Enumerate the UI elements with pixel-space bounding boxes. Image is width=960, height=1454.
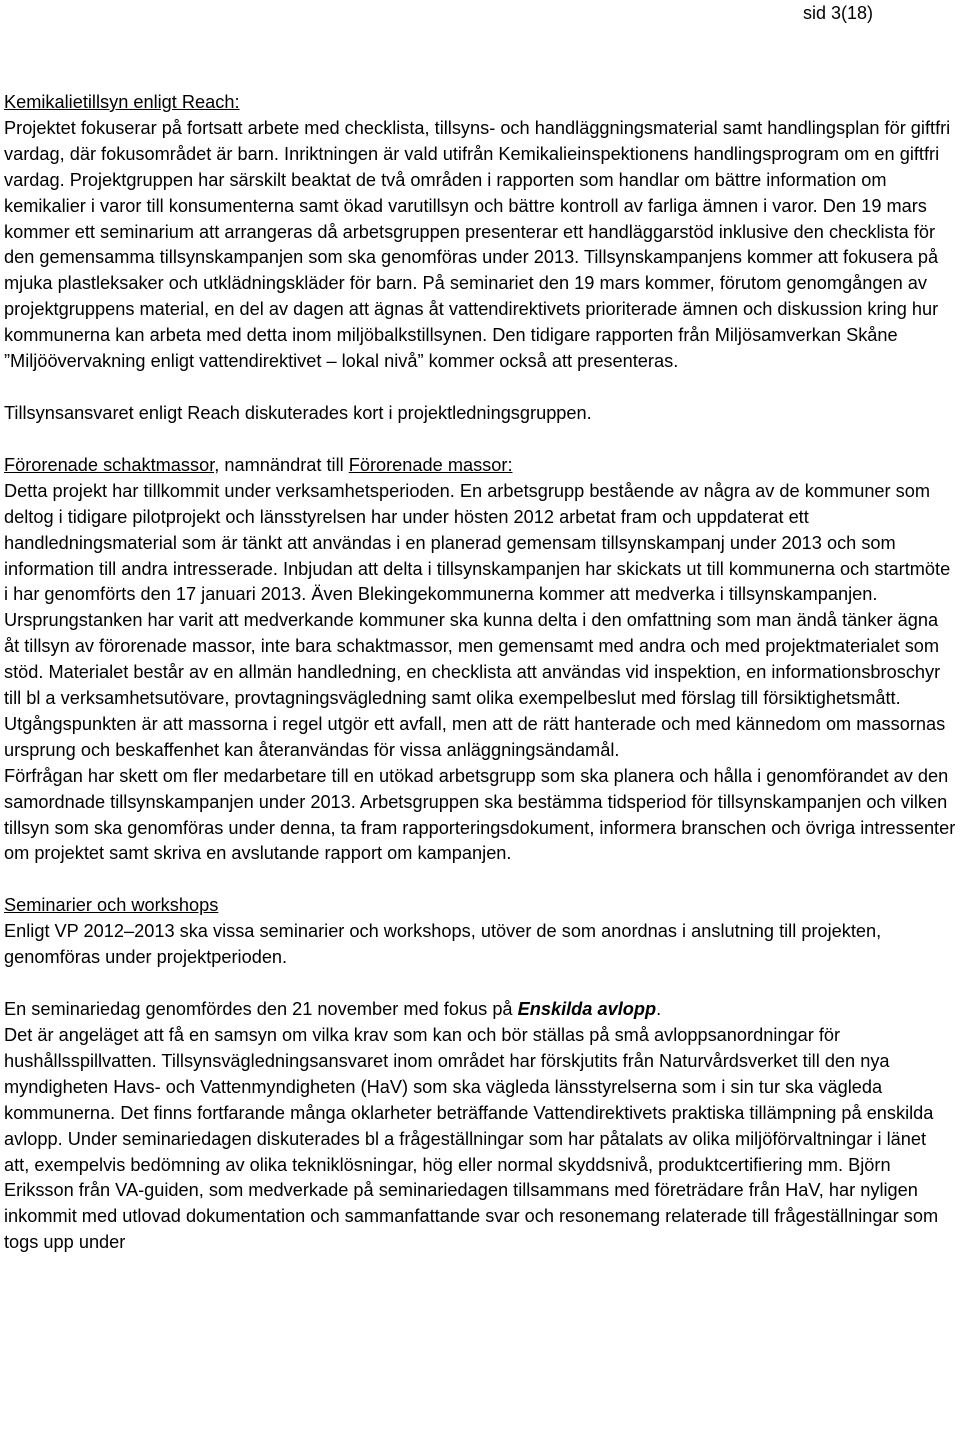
section-heading-fororenade xyxy=(4,453,956,479)
section-fororenade-massor xyxy=(4,453,956,868)
document-body xyxy=(4,90,956,1256)
paragraph-text: . xyxy=(656,999,662,1020)
heading-part-connector: namnändrat till xyxy=(219,454,349,475)
paragraph: Tillsynsansvaret enligt Reach diskuterades kort i projektledningsgruppen. xyxy=(4,402,592,423)
paragraph: Ursprungstanken har varit att medverkande kommuner ska kunna delta i den omfattning som man ändå tänker ägna åt tillsyn av förorenade massor, inte bara schaktmassor, men gemensamt med andra och med projektmaterialet som stöd. Materialet består av en allmän handledning, en checklista att användas vid inspektion, en informationsbroschyr till bl a verksamhetsutövare, provtagningsvägledning samt olika exempelbeslut med förslag till försiktighetsmått. xyxy=(4,610,941,709)
heading-part-new-name: Förorenade massor: xyxy=(348,454,513,475)
paragraph: Enligt VP 2012–2013 ska vissa seminarier och workshops, utöver de som anordnas i anslutning till projekten, genomföras under projektperioden. xyxy=(4,921,882,968)
paragraph-spacer xyxy=(4,971,956,997)
section-heading-reach: Kemikalietillsyn enligt Reach: xyxy=(4,92,240,112)
paragraph-spacer xyxy=(4,375,956,401)
section-heading-seminarier: Seminarier och workshops xyxy=(4,895,219,916)
section-reach xyxy=(4,90,956,427)
section-spacer xyxy=(4,867,956,893)
section-seminarier xyxy=(4,893,956,1256)
section-spacer xyxy=(4,427,956,453)
paragraph: Det är angeläget att få en samsyn om vilka krav som kan och bör ställas på små avloppsanordningar för hushållsspillvatten. Tillsynsvägledningsansvaret inom området har förskjutits från Naturvårdsverket till den nya myndigheten Havs- och Vattenmyndigheten (HaV) som ska vägleda länsstyrelserna som i sin tur ska vägleda kommunerna. Det finns fortfarande många oklarheter beträffande Vattendirektivets praktiska tillämpning på enskilda avlopp. Under seminariedagen diskuterades bl a frågeställningar som har påtalats av olika miljöförvaltningar i länet att, exempelvis bedömning av olika tekniklösningar, hög eller normal skyddsnivå, produktcertifiering mm. Björn Eriksson från VA-guiden, som medverkade på seminariedagen tillsammans med företrädare från HaV, har nyligen inkommit med utlovad dokumentation och sammanfattande svar och resonemang relaterade till frågeställningar som togs upp under xyxy=(4,1025,939,1253)
heading-part-old-name: Förorenade schaktmassor, xyxy=(4,454,220,475)
page-number: sid 3(18) xyxy=(802,3,873,23)
paragraph: Detta projekt har tillkommit under verksamhetsperioden. En arbetsgrupp bestående av några av de kommuner som deltog i tidigare pilotprojekt och länsstyrelsen har under hösten 2012 arbetat fram och uppdaterat ett handledningsmaterial som är tänkt att användas i en planerad gemensam tillsynskampanj under 2013 och som information till andra intresserade. Inbjudan att delta i tillsynskampanjen har skickats ut till kommunerna och startmöte i har genomförts den 17 januari 2013. Även Blekingekommunerna kommer att medverka i tillsynskampanjen. xyxy=(4,480,951,605)
paragraph: Projektet fokuserar på fortsatt arbete med checklista, tillsyns- och handläggningsmaterial samt handlingsplan för giftfri vardag, där fokusområdet är barn. Inriktningen är vald utifrån Kemikalieinspektionens handlingsprogram om en giftfri vardag. Projektgruppen har särskilt beaktat de två områden i rapporten som handlar om bättre information om kemikalier i varor till konsumenterna samt ökad varutillsyn och bättre kontroll av farliga ämnen i varor. Den 19 mars kommer ett seminarium att arrangeras då arbetsgruppen presenterar ett handläggarstöd inklusive den checklista för den gemensamma tillsynskampanjen som ska genomföras under 2013. Tillsynskampanjens kommer att fokusera på mjuka plastleksaker och utklädningskläder för barn. På seminariet den 19 mars kommer, förutom genomgången av projektgruppens material, en del av dagen att ägnas åt vattendirektivets prioriterade ämnen och diskussion kring hur kommunerna kan arbeta med detta inom miljöbalkstillsynen. Den tidigare rapporten från Miljösamverkan Skåne ”Miljöövervakning enligt vattendirektivet – lokal nivå” kommer också att presenteras. xyxy=(4,117,951,372)
emphasized-topic: Enskilda avlopp xyxy=(517,999,657,1020)
paragraph: Förfrågan har skett om fler medarbetare till en utökad arbetsgrupp som ska planera och hålla i genomförandet av den samordnade tillsynskampanjen under 2013. Arbetsgruppen ska bestämma tidsperiod för tillsynskampanjen och vilken tillsyn som ska genomföras under denna, ta fram rapporteringsdokument, informera branschen och övriga intressenter om projektet samt skriva en avslutande rapport om kampanjen. xyxy=(4,765,956,864)
paragraph: Utgångspunkten är att massorna i regel utgör ett avfall, men att de rätt hanterade och med kännedom om massornas ursprung och beskaffenhet kan återanvändas för vissa anläggningsändamål. xyxy=(4,713,946,760)
paragraph-text: En seminariedag genomfördes den 21 november med fokus på xyxy=(4,999,518,1020)
paragraph xyxy=(4,997,956,1023)
